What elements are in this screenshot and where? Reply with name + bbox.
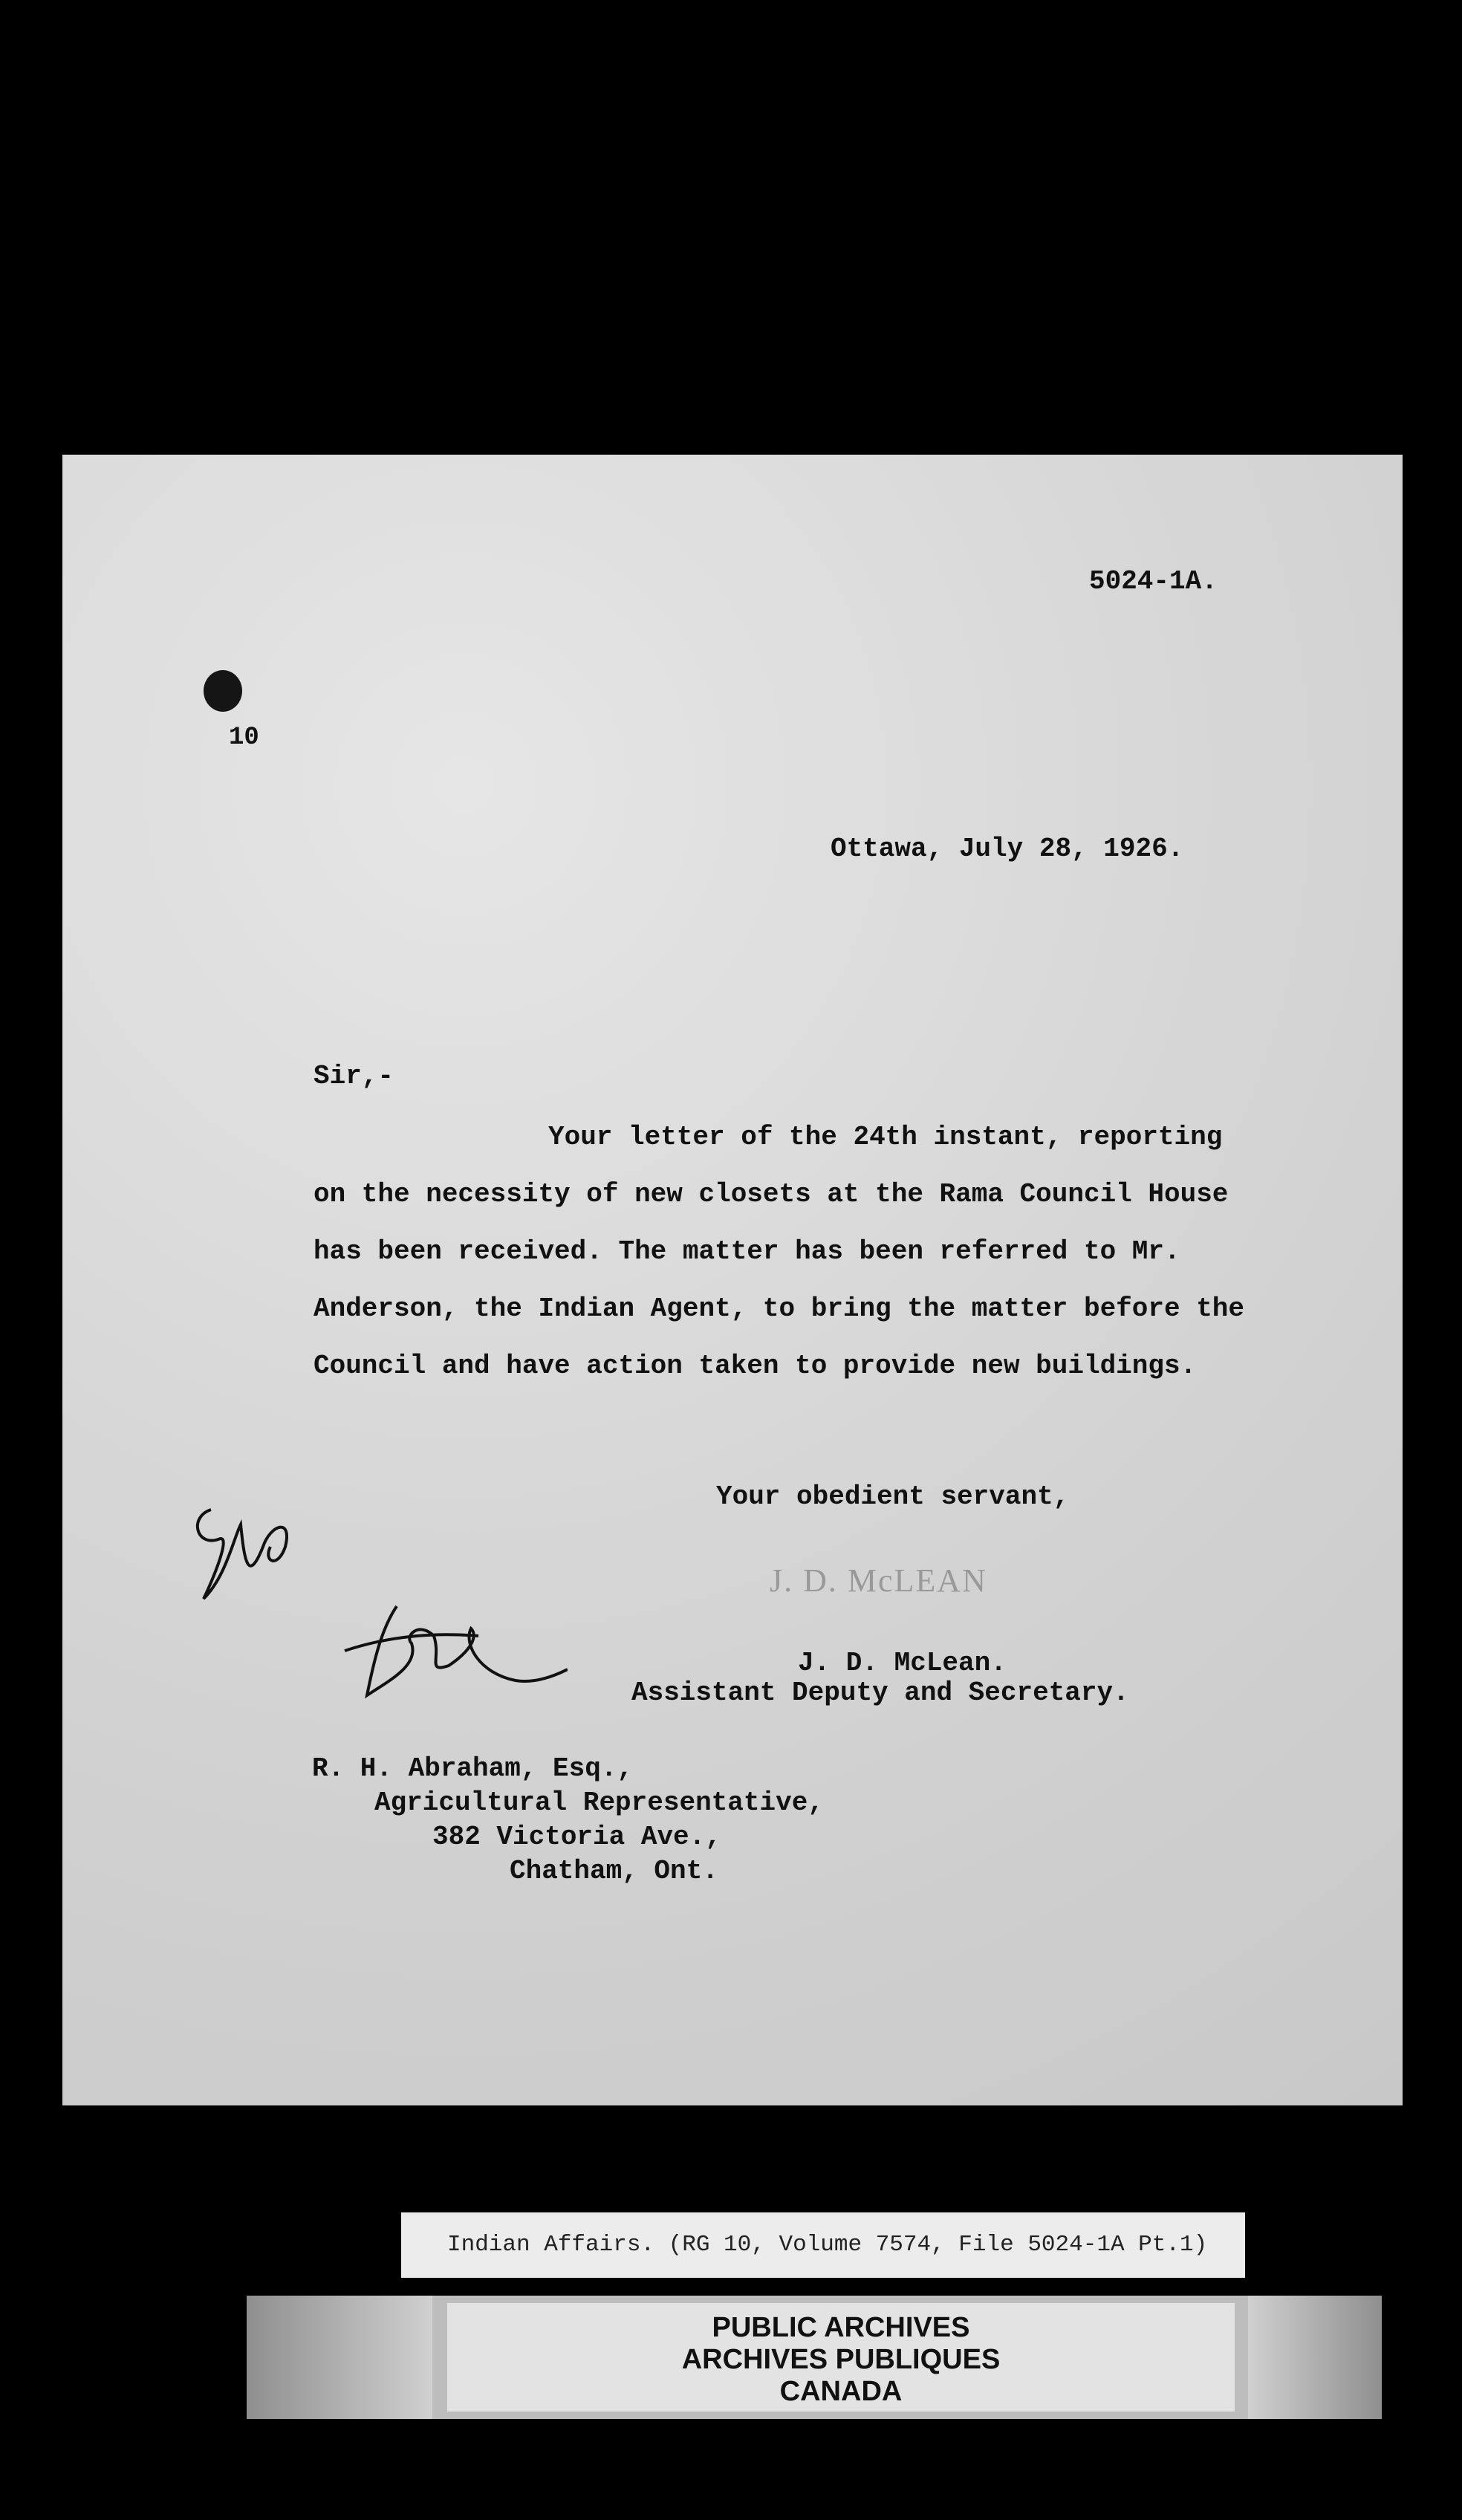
punch-hole	[204, 670, 242, 712]
address-line: 382 Victoria Ave.,	[432, 1822, 721, 1852]
address-line: Chatham, Ont.	[510, 1856, 718, 1886]
handwritten-signature	[330, 1591, 568, 1718]
address-line: Agricultural Representative,	[374, 1787, 824, 1818]
letter-page	[62, 455, 1403, 2105]
letter-body	[313, 1108, 1339, 1394]
address-line: R. H. Abraham, Esq.,	[312, 1753, 634, 1784]
archive-reference: Indian Affairs. (RG 10, Volume 7574, File 5024-1A Pt.1)	[447, 2232, 1208, 2258]
archive-stamp-line: ARCHIVES PUBLIQUES	[681, 2344, 1001, 2375]
signer-name: J. D. McLean.	[798, 1648, 1007, 1678]
archive-reference-label	[401, 2212, 1245, 2278]
body-line: Council and have action taken to provide new buildings.	[313, 1351, 1197, 1381]
page-number: 10	[229, 724, 259, 752]
file-number: 5024-1A.	[1089, 566, 1218, 597]
body-line: on the necessity of new closets at the Rama Council House	[313, 1179, 1229, 1209]
body-line: Anderson, the Indian Agent, to bring the matter before the	[313, 1293, 1245, 1324]
archive-stamp	[447, 2303, 1235, 2412]
signer-title: Assistant Deputy and Secretary.	[631, 1678, 1129, 1708]
band-right-edge	[1248, 2296, 1382, 2419]
closing: Your obedient servant,	[716, 1481, 1070, 1512]
dateline: Ottawa, July 28, 1926.	[831, 834, 1184, 864]
body-line: has been received. The matter has been referred to Mr.	[313, 1236, 1180, 1267]
signature-stamp: J. D. McLEAN	[770, 1562, 987, 1599]
archive-stamp-line: PUBLIC ARCHIVES	[712, 2312, 970, 2343]
archive-stamp-line: CANADA	[779, 2376, 903, 2407]
band-left-edge	[247, 2296, 432, 2419]
salutation: Sir,-	[313, 1061, 394, 1091]
archive-stamp-band	[247, 2296, 1382, 2419]
body-line: Your letter of the 24th instant, reporting	[548, 1122, 1223, 1152]
handwritten-initials	[181, 1495, 330, 1614]
